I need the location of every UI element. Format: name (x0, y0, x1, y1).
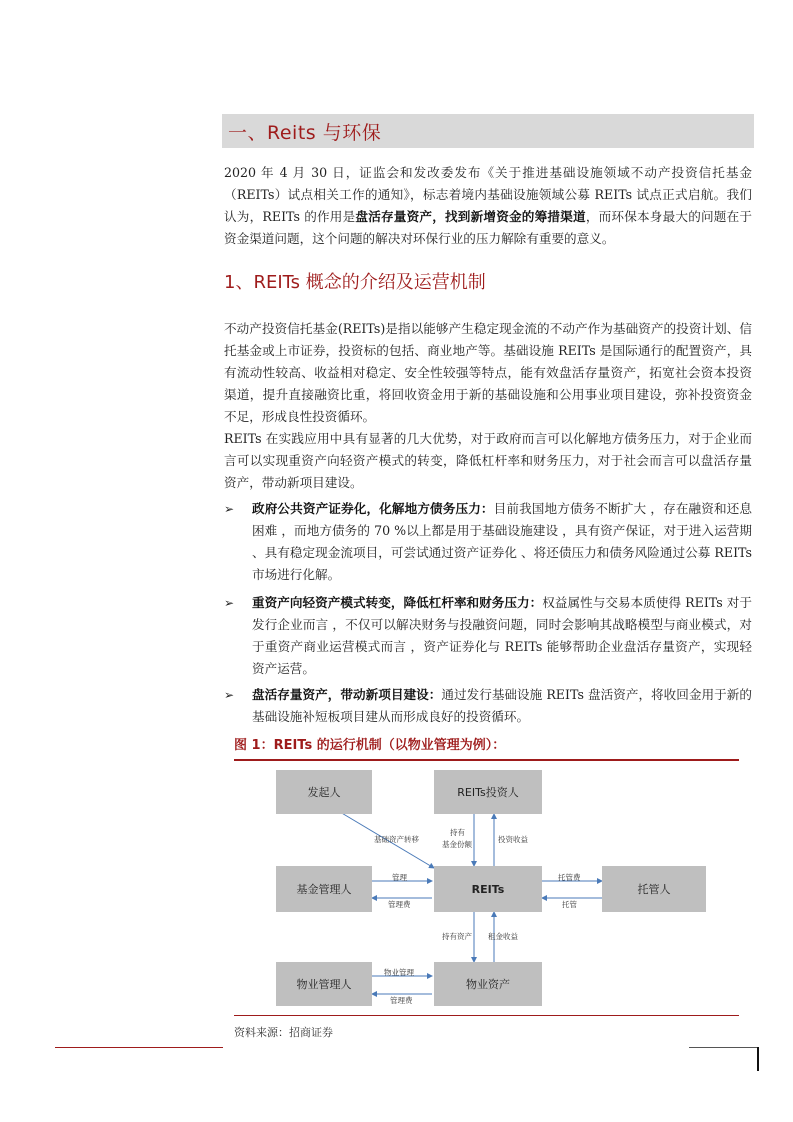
subsection-title: 1、REITs 概念的介绍及运营机制 (224, 272, 486, 293)
figure-source: 资料来源：招商证券 (234, 1026, 333, 1039)
figure-caption: 图 1：REITs 的运行机制（以物业管理为例）： (234, 738, 506, 753)
bullet-text: 通过发行基础设施 REITs 盘活资产，将收回金用于新的基础设施补短板项目建从而形成良好的投资循环。 (252, 687, 753, 724)
box-custodian: 托管人 (602, 866, 706, 912)
label-custody-fee: 托管费 (558, 873, 581, 882)
box-property-asset: 物业资产 (434, 962, 542, 1006)
figure-top-rule (234, 759, 739, 761)
bullet-lead: 政府公共资产证券化，化解地方债务压力： (252, 501, 494, 516)
bullet-item (224, 684, 752, 728)
footer-rule-left (55, 1047, 223, 1048)
label-custody: 托管 (562, 900, 577, 909)
body-paragraph-1: 不动产投资信托基金(REITs)是指以能够产生稳定现金流的不动产作为基础资产的投资计划、信托基金或上市证券，投资标的包括、商业地产等。基础设施 REITs 是国际通行的配置资产，具有流动性较高、收益相对稳定、安全性较强等特点，能有效盘活存量资产，拓宽社会资本投资渠道，提升直接融资比重，将回收资金用于新的基础设施和公用事业项目建设，弥补投资资金不足，形成良性投资循环。 (224, 321, 752, 424)
box-reits: REITs (434, 866, 542, 912)
box-fund-manager: 基金管理人 (276, 866, 372, 912)
box-investor: REITs投资人 (434, 770, 542, 814)
bullet-marker-icon: ➢ (224, 688, 235, 702)
label-hold-asset: 持有资产 (442, 932, 472, 941)
intro-bold-text: 盘活存量资产，找到新增资金的筹措渠道 (355, 209, 586, 224)
intro-paragraph (224, 162, 752, 250)
label-hold-share-2: 基金份额 (442, 840, 472, 849)
body-paragraph-2: REITs 在实践应用中具有显著的几大优势，对于政府而言可以化解地方债务压力，对于企业而言可以实现重资产向轻资产模式的转变，降低杠杆率和财务压力，对于社会而言可以盘活存量资产，带动新项目建设。 (224, 431, 752, 490)
label-asset-transfer: 基础资产转移 (374, 835, 419, 844)
section-title: 一、Reits 与环保 (228, 122, 382, 144)
intro-text-1: 2020 年 4 月 30 日，证监会和发改委发布《关于推进基础设施领域不动产投资信托基金（REITs）试点相关工作的通知》，标志着境内基础设施领域公募 REITs 试点正式启航。我们认为，REITs 的作用是 (224, 165, 752, 224)
intro-text-2: ，而环保本身最大的问题在于资金渠道问题，这个问题的解决对环保行业的压力解除有重要的意义。 (224, 209, 753, 246)
footer-rule-right (689, 1047, 757, 1048)
footer-bar (757, 1047, 759, 1071)
label-property-manage: 物业管理 (384, 968, 414, 977)
bullet-marker-icon: ➢ (224, 502, 235, 516)
label-rent-income: 租金收益 (488, 932, 518, 941)
bullet-text: 权益属性与交易本质使得 REITs 对于发行企业而言 ，不仅可以解决财务与投融资问题，同时会影响其战略模型与商业模式，对于重资产商业运营模式而言 ，资产证券化与 REITs 能够帮助企业盘活存量资产，实现轻资产运营。 (252, 595, 753, 676)
label-hold-share-1: 持有 (450, 828, 465, 837)
label-manage: 管理 (392, 873, 407, 882)
box-property-manager: 物业管理人 (276, 962, 372, 1006)
label-manage-fee: 管理费 (388, 900, 411, 909)
section-header (222, 114, 754, 148)
bullet-item (224, 592, 752, 680)
figure-bottom-rule (234, 1015, 739, 1016)
bullet-lead: 盘活存量资产，带动新项目建设： (252, 687, 442, 702)
reits-diagram (262, 766, 722, 1012)
label-manage-fee-2: 管理费 (390, 996, 413, 1005)
bullet-lead: 重资产向轻资产模式转变，降低杠杆率和财务压力： (252, 595, 543, 610)
box-originator: 发起人 (276, 770, 372, 814)
label-invest-income: 投资收益 (498, 835, 528, 844)
bullet-marker-icon: ➢ (224, 596, 235, 610)
bullet-text: 目前我国地方债务不断扩大 ，存在融资和还息困难 ，而地方债务的 70 %以上都是用于基础设施建设 ，具有资产保证，对于进入运营期 、具有稳定现金流项目，可尝试通过资产证券化 、将还债压力和债务风险通过公募 REITs 市场进行化解。 (252, 501, 752, 582)
bullet-item (224, 498, 752, 586)
